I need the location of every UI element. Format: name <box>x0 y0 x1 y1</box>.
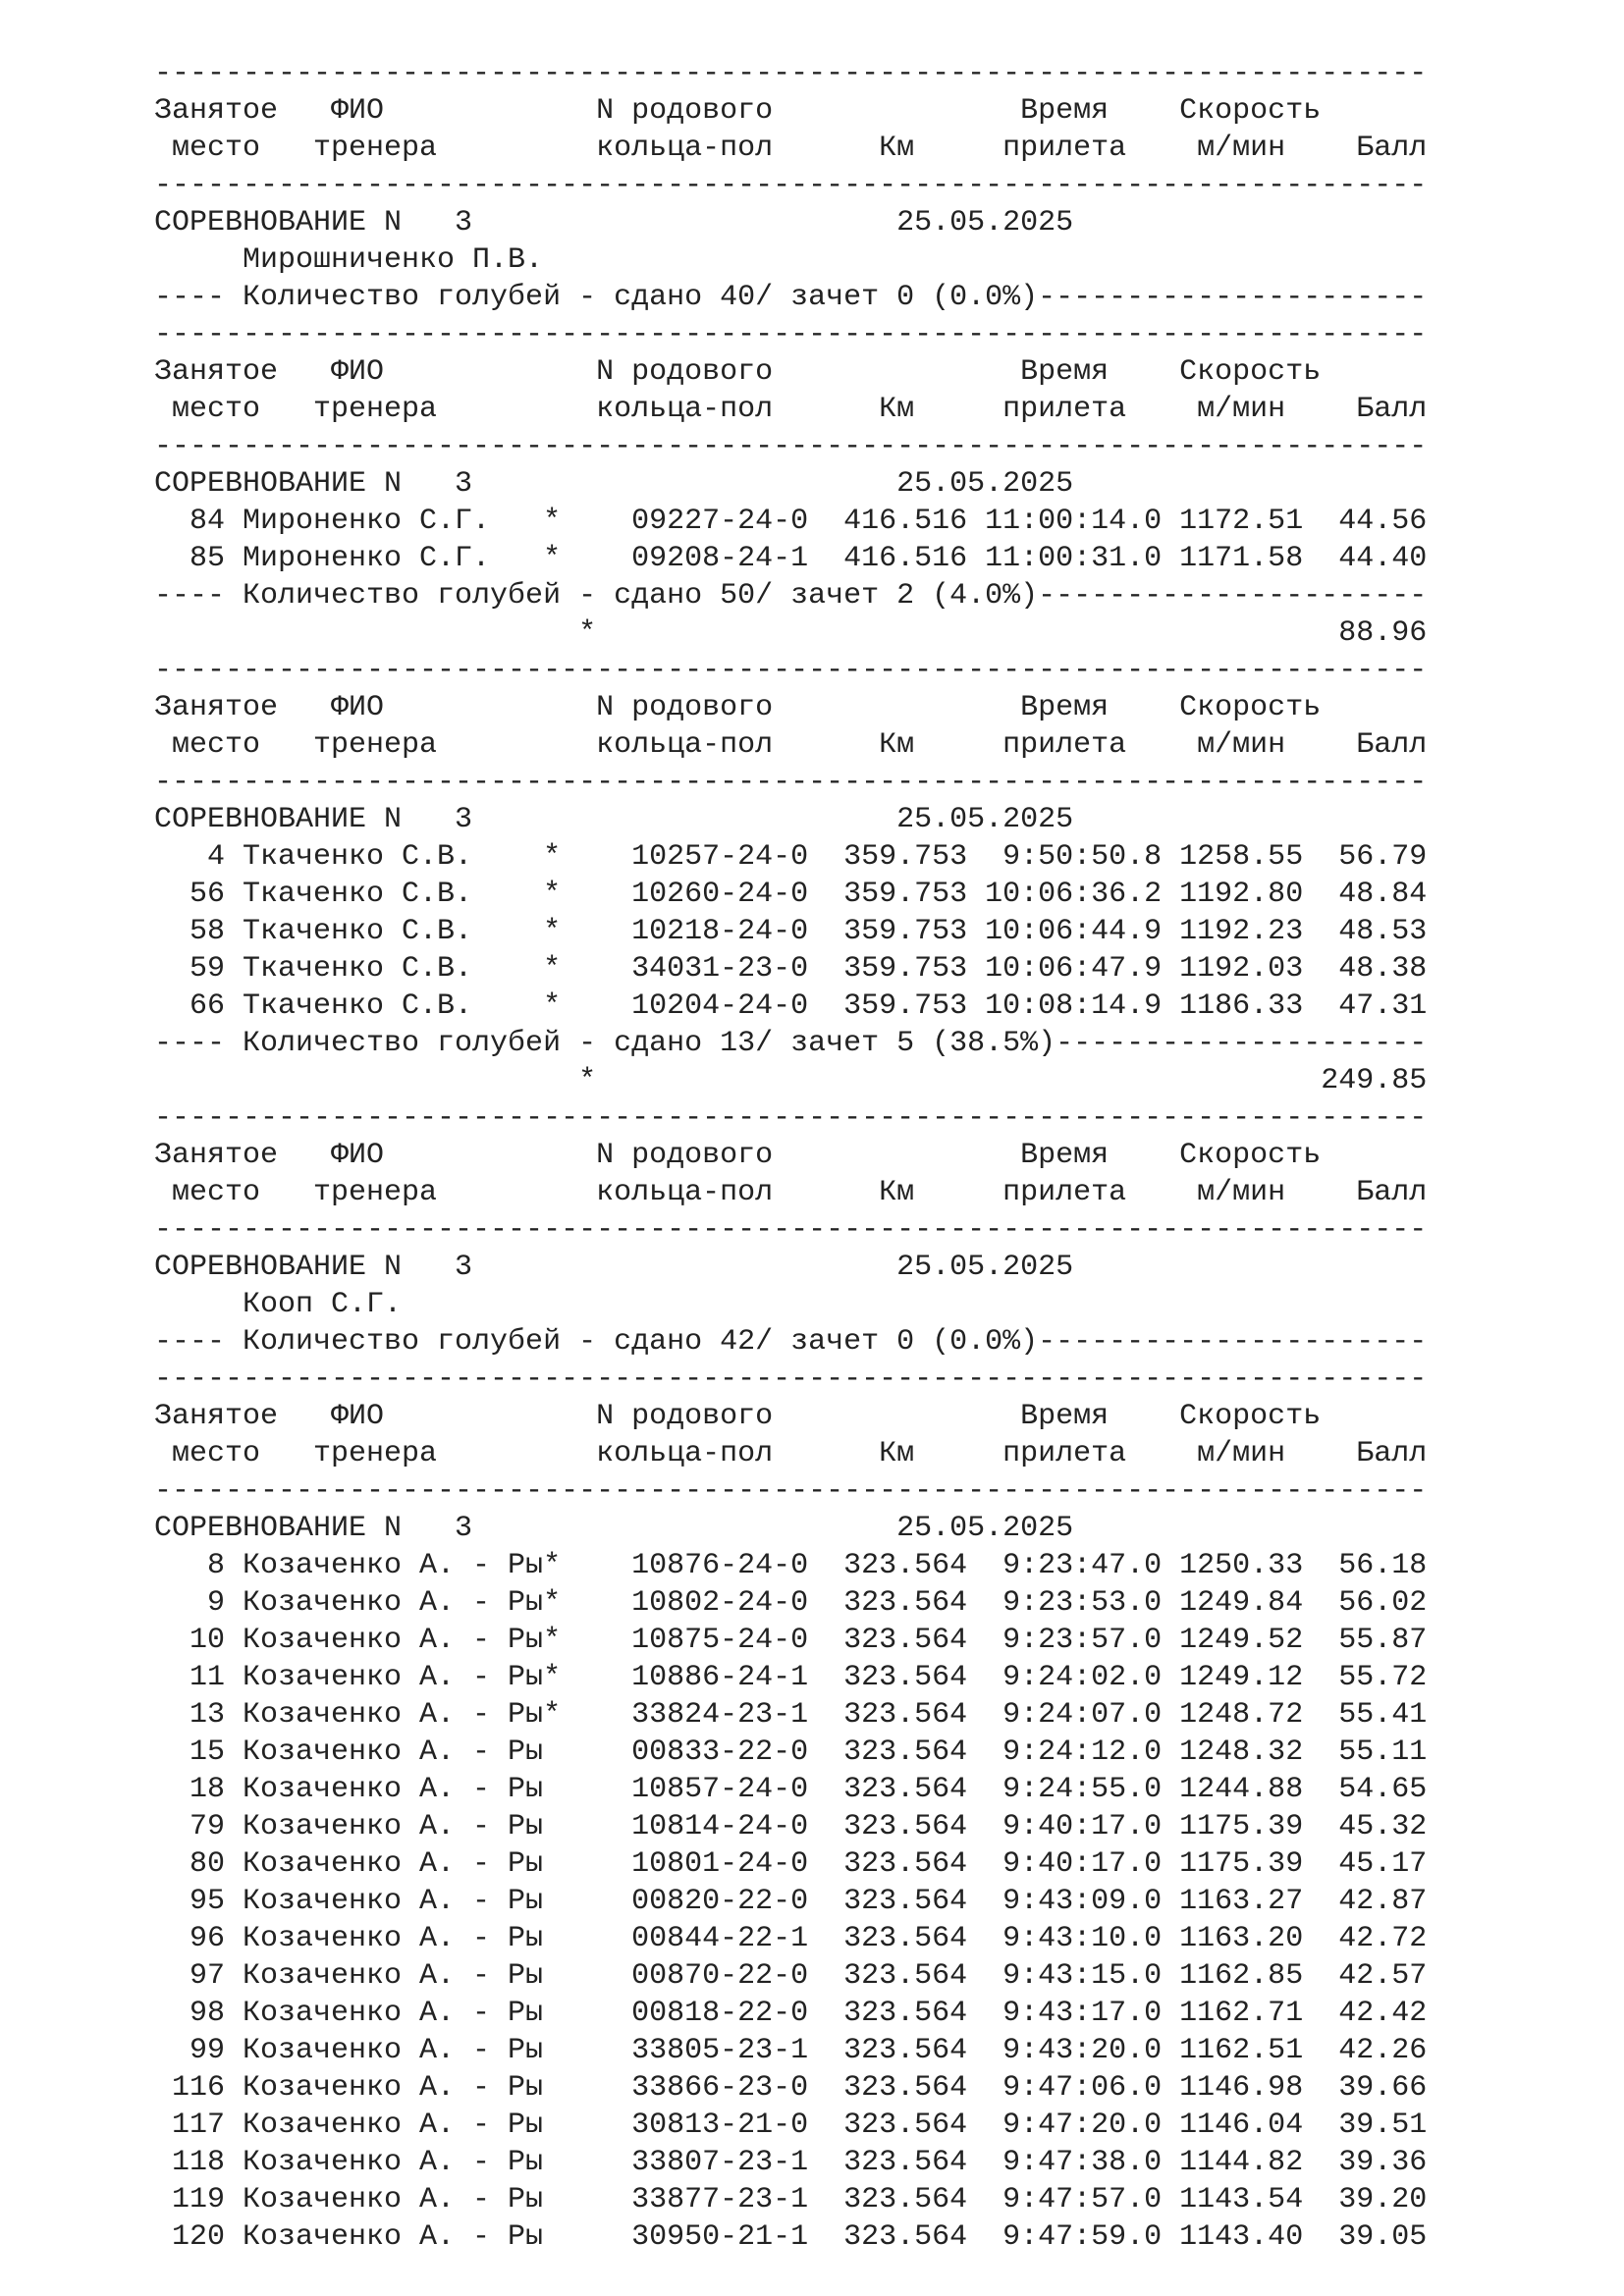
result-row: 117 Козаченко А. - Ры 30813-21-0 323.564 9:47:20.0 1146.04 39.51 <box>154 2109 1428 2142</box>
result-row: 95 Козаченко А. - Ры 00820-22-0 323.564 9:43:09.0 1163.27 42.87 <box>154 1885 1428 1918</box>
competition-title: СОРЕВНОВАНИЕ N 3 25.05.2025 <box>154 206 1074 240</box>
separator-line: ------------------------------------------------------------------------ <box>154 1474 1428 1508</box>
result-row: 58 Ткаченко С.В. * 10218-24-0 359.753 10:06:44.9 1192.23 48.53 <box>154 915 1428 948</box>
separator-line: ------------------------------------------------------------------------ <box>154 318 1428 351</box>
result-row: 98 Козаченко А. - Ры 00818-22-0 323.564 9:43:17.0 1162.71 42.42 <box>154 1997 1428 2030</box>
separator-line: ------------------------------------------------------------------------ <box>154 654 1428 687</box>
separator-line: ------------------------------------------------------------------------ <box>154 766 1428 799</box>
result-row: 9 Козаченко А. - Ры* 10802-24-0 323.564 9:23:53.0 1249.84 56.02 <box>154 1586 1428 1620</box>
result-row: 99 Козаченко А. - Ры 33805-23-1 323.564 9:43:20.0 1162.51 42.26 <box>154 2034 1428 2067</box>
result-row: 120 Козаченко А. - Ры 30950-21-1 323.564 9:47:59.0 1143.40 39.05 <box>154 2220 1428 2254</box>
participant-name: Мирошниченко П.В. <box>154 243 544 277</box>
result-row: 119 Козаченко А. - Ры 33877-23-1 323.564 9:47:57.0 1143.54 39.20 <box>154 2183 1428 2216</box>
participant-name: Кооп С.Г. <box>154 1288 403 1321</box>
section-total: * 249.85 <box>154 1064 1428 1097</box>
result-row: 79 Козаченко А. - Ры 10814-24-0 323.564 9:40:17.0 1175.39 45.32 <box>154 1810 1428 1843</box>
column-header: место тренера кольца-пол Км прилета м/мин Балл <box>154 393 1428 426</box>
result-row: 13 Козаченко А. - Ры* 33824-23-1 323.564 9:24:07.0 1248.72 55.41 <box>154 1698 1428 1732</box>
result-row: 85 Мироненко С.Г. * 09208-24-1 416.516 11:00:31.0 1171.58 44.40 <box>154 542 1428 575</box>
separator-line: ------------------------------------------------------------------------ <box>154 430 1428 463</box>
separator-line: ------------------------------------------------------------------------ <box>154 1213 1428 1247</box>
result-row: 66 Ткаченко С.В. * 10204-24-0 359.753 10:08:14.9 1186.33 47.31 <box>154 989 1428 1023</box>
result-row: 80 Козаченко А. - Ры 10801-24-0 323.564 9:40:17.0 1175.39 45.17 <box>154 1847 1428 1881</box>
column-header: место тренера кольца-пол Км прилета м/мин Балл <box>154 1176 1428 1209</box>
column-header: Занятое ФИО N родового Время Скорость <box>154 1400 1322 1433</box>
column-header: Занятое ФИО N родового Время Скорость <box>154 691 1322 724</box>
column-header: Занятое ФИО N родового Время Скорость <box>154 355 1322 389</box>
result-row: 10 Козаченко А. - Ры* 10875-24-0 323.564 9:23:57.0 1249.52 55.87 <box>154 1624 1428 1657</box>
result-row: 97 Козаченко А. - Ры 00870-22-0 323.564 9:43:15.0 1162.85 42.57 <box>154 1959 1428 1993</box>
column-header: место тренера кольца-пол Км прилета м/мин Балл <box>154 1437 1428 1470</box>
column-header: Занятое ФИО N родового Время Скорость <box>154 94 1322 128</box>
result-row: 4 Ткаченко С.В. * 10257-24-0 359.753 9:50:50.8 1258.55 56.79 <box>154 840 1428 874</box>
result-row: 11 Козаченко А. - Ры* 10886-24-1 323.564 9:24:02.0 1249.12 55.72 <box>154 1661 1428 1694</box>
separator-line: ------------------------------------------------------------------------ <box>154 169 1428 202</box>
summary-line: ---- Количество голубей - сдано 40/ зачет 0 (0.0%)---------------------- <box>154 281 1428 314</box>
result-row: 96 Козаченко А. - Ры 00844-22-1 323.564 9:43:10.0 1163.20 42.72 <box>154 1922 1428 1955</box>
separator-line: ------------------------------------------------------------------------ <box>154 1101 1428 1135</box>
separator-line: ------------------------------------------------------------------------ <box>154 1362 1428 1396</box>
competition-title: СОРЕВНОВАНИЕ N 3 25.05.2025 <box>154 803 1074 836</box>
result-row: 15 Козаченко А. - Ры 00833-22-0 323.564 9:24:12.0 1248.32 55.11 <box>154 1735 1428 1769</box>
result-row: 56 Ткаченко С.В. * 10260-24-0 359.753 10:06:36.2 1192.80 48.84 <box>154 878 1428 911</box>
competition-title: СОРЕВНОВАНИЕ N 3 25.05.2025 <box>154 1512 1074 1545</box>
summary-line: ---- Количество голубей - сдано 42/ зачет 0 (0.0%)---------------------- <box>154 1325 1428 1359</box>
result-row: 116 Козаченко А. - Ры 33866-23-0 323.564 9:47:06.0 1146.98 39.66 <box>154 2071 1428 2105</box>
result-row: 18 Козаченко А. - Ры 10857-24-0 323.564 9:24:55.0 1244.88 54.65 <box>154 1773 1428 1806</box>
summary-line: ---- Количество голубей - сдано 50/ зачет 2 (4.0%)---------------------- <box>154 579 1428 613</box>
result-row: 84 Мироненко С.Г. * 09227-24-0 416.516 11:00:14.0 1172.51 44.56 <box>154 505 1428 538</box>
column-header: место тренера кольца-пол Км прилета м/мин Балл <box>154 132 1428 165</box>
results-report <box>154 55 1427 2256</box>
section-total: * 88.96 <box>154 616 1428 650</box>
result-row: 8 Козаченко А. - Ры* 10876-24-0 323.564 9:23:47.0 1250.33 56.18 <box>154 1549 1428 1582</box>
summary-line: ---- Количество голубей - сдано 13/ зачет 5 (38.5%)--------------------- <box>154 1027 1428 1060</box>
competition-title: СОРЕВНОВАНИЕ N 3 25.05.2025 <box>154 467 1074 501</box>
column-header: место тренера кольца-пол Км прилета м/мин Балл <box>154 728 1428 762</box>
separator-line: ------------------------------------------------------------------------ <box>154 57 1428 90</box>
result-row: 118 Козаченко А. - Ры 33807-23-1 323.564 9:47:38.0 1144.82 39.36 <box>154 2146 1428 2179</box>
result-row: 59 Ткаченко С.В. * 34031-23-0 359.753 10:06:47.9 1192.03 48.38 <box>154 952 1428 986</box>
competition-title: СОРЕВНОВАНИЕ N 3 25.05.2025 <box>154 1251 1074 1284</box>
column-header: Занятое ФИО N родового Время Скорость <box>154 1139 1322 1172</box>
